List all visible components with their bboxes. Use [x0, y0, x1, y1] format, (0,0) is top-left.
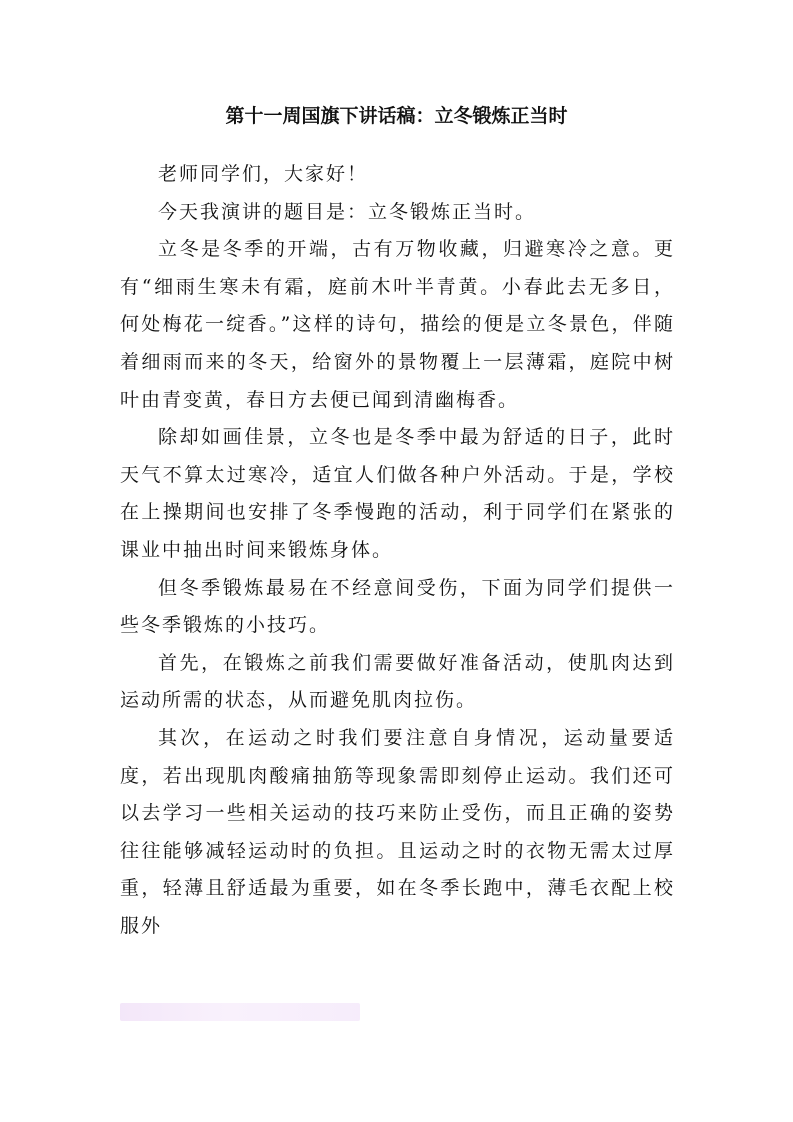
paragraph-lidong-intro: 立冬是冬季的开端，古有万物收藏，归避寒冷之意。更有“细雨生寒未有霜，庭前木叶半青黄。小春此去无多日，何处梅花一绽香。”这样的诗句，描绘的便是立冬景色，伴随着细雨而来的冬天，给窗外的景物覆上一层薄霜，庭院中树叶由青变黄，春日方去便已闻到清幽梅香。: [120, 238, 675, 411]
paragraph-school-activity: 除却如画佳景，立冬也是冬季中最为舒适的日子，此时天气不算太过寒冷，适宜人们做各种户外活动。于是，学校在上操期间也安排了冬季慢跑的活动，利于同学们在紧张的课业中抽出时间来锻炼身体。: [120, 426, 675, 561]
paragraph-first-tip: 首先，在锻炼之前我们需要做好准备活动，使肌肉达到运动所需的状态，从而避免肌肉拉伤。: [120, 651, 675, 712]
faded-watermark-strip: [120, 1003, 360, 1021]
paragraph-greeting: 老师同学们，大家好！: [158, 163, 369, 185]
page-title: 第十一周国旗下讲话稿：立冬锻炼正当时: [225, 105, 568, 127]
paragraph-second-tip: 其次，在运动之时我们要注意自身情况，运动量要适度，若出现肌肉酸痛抽筋等现象需即刻停止运动。我们还可以去学习一些相关运动的技巧来防止受伤，而且正确的姿势往往能够减轻运动时的负担。且运动之时的衣物无需太过厚重，轻薄且舒适最为重要，如在冬季长跑中，薄毛衣配上校服外: [120, 726, 675, 937]
document-body: [120, 156, 675, 945]
paragraph-injury-warning: 但冬季锻炼最易在不经意间受伤，下面为同学们提供一些冬季锻炼的小技巧。: [120, 576, 675, 637]
paragraph-topic: 今天我演讲的题目是：立冬锻炼正当时。: [158, 200, 537, 223]
